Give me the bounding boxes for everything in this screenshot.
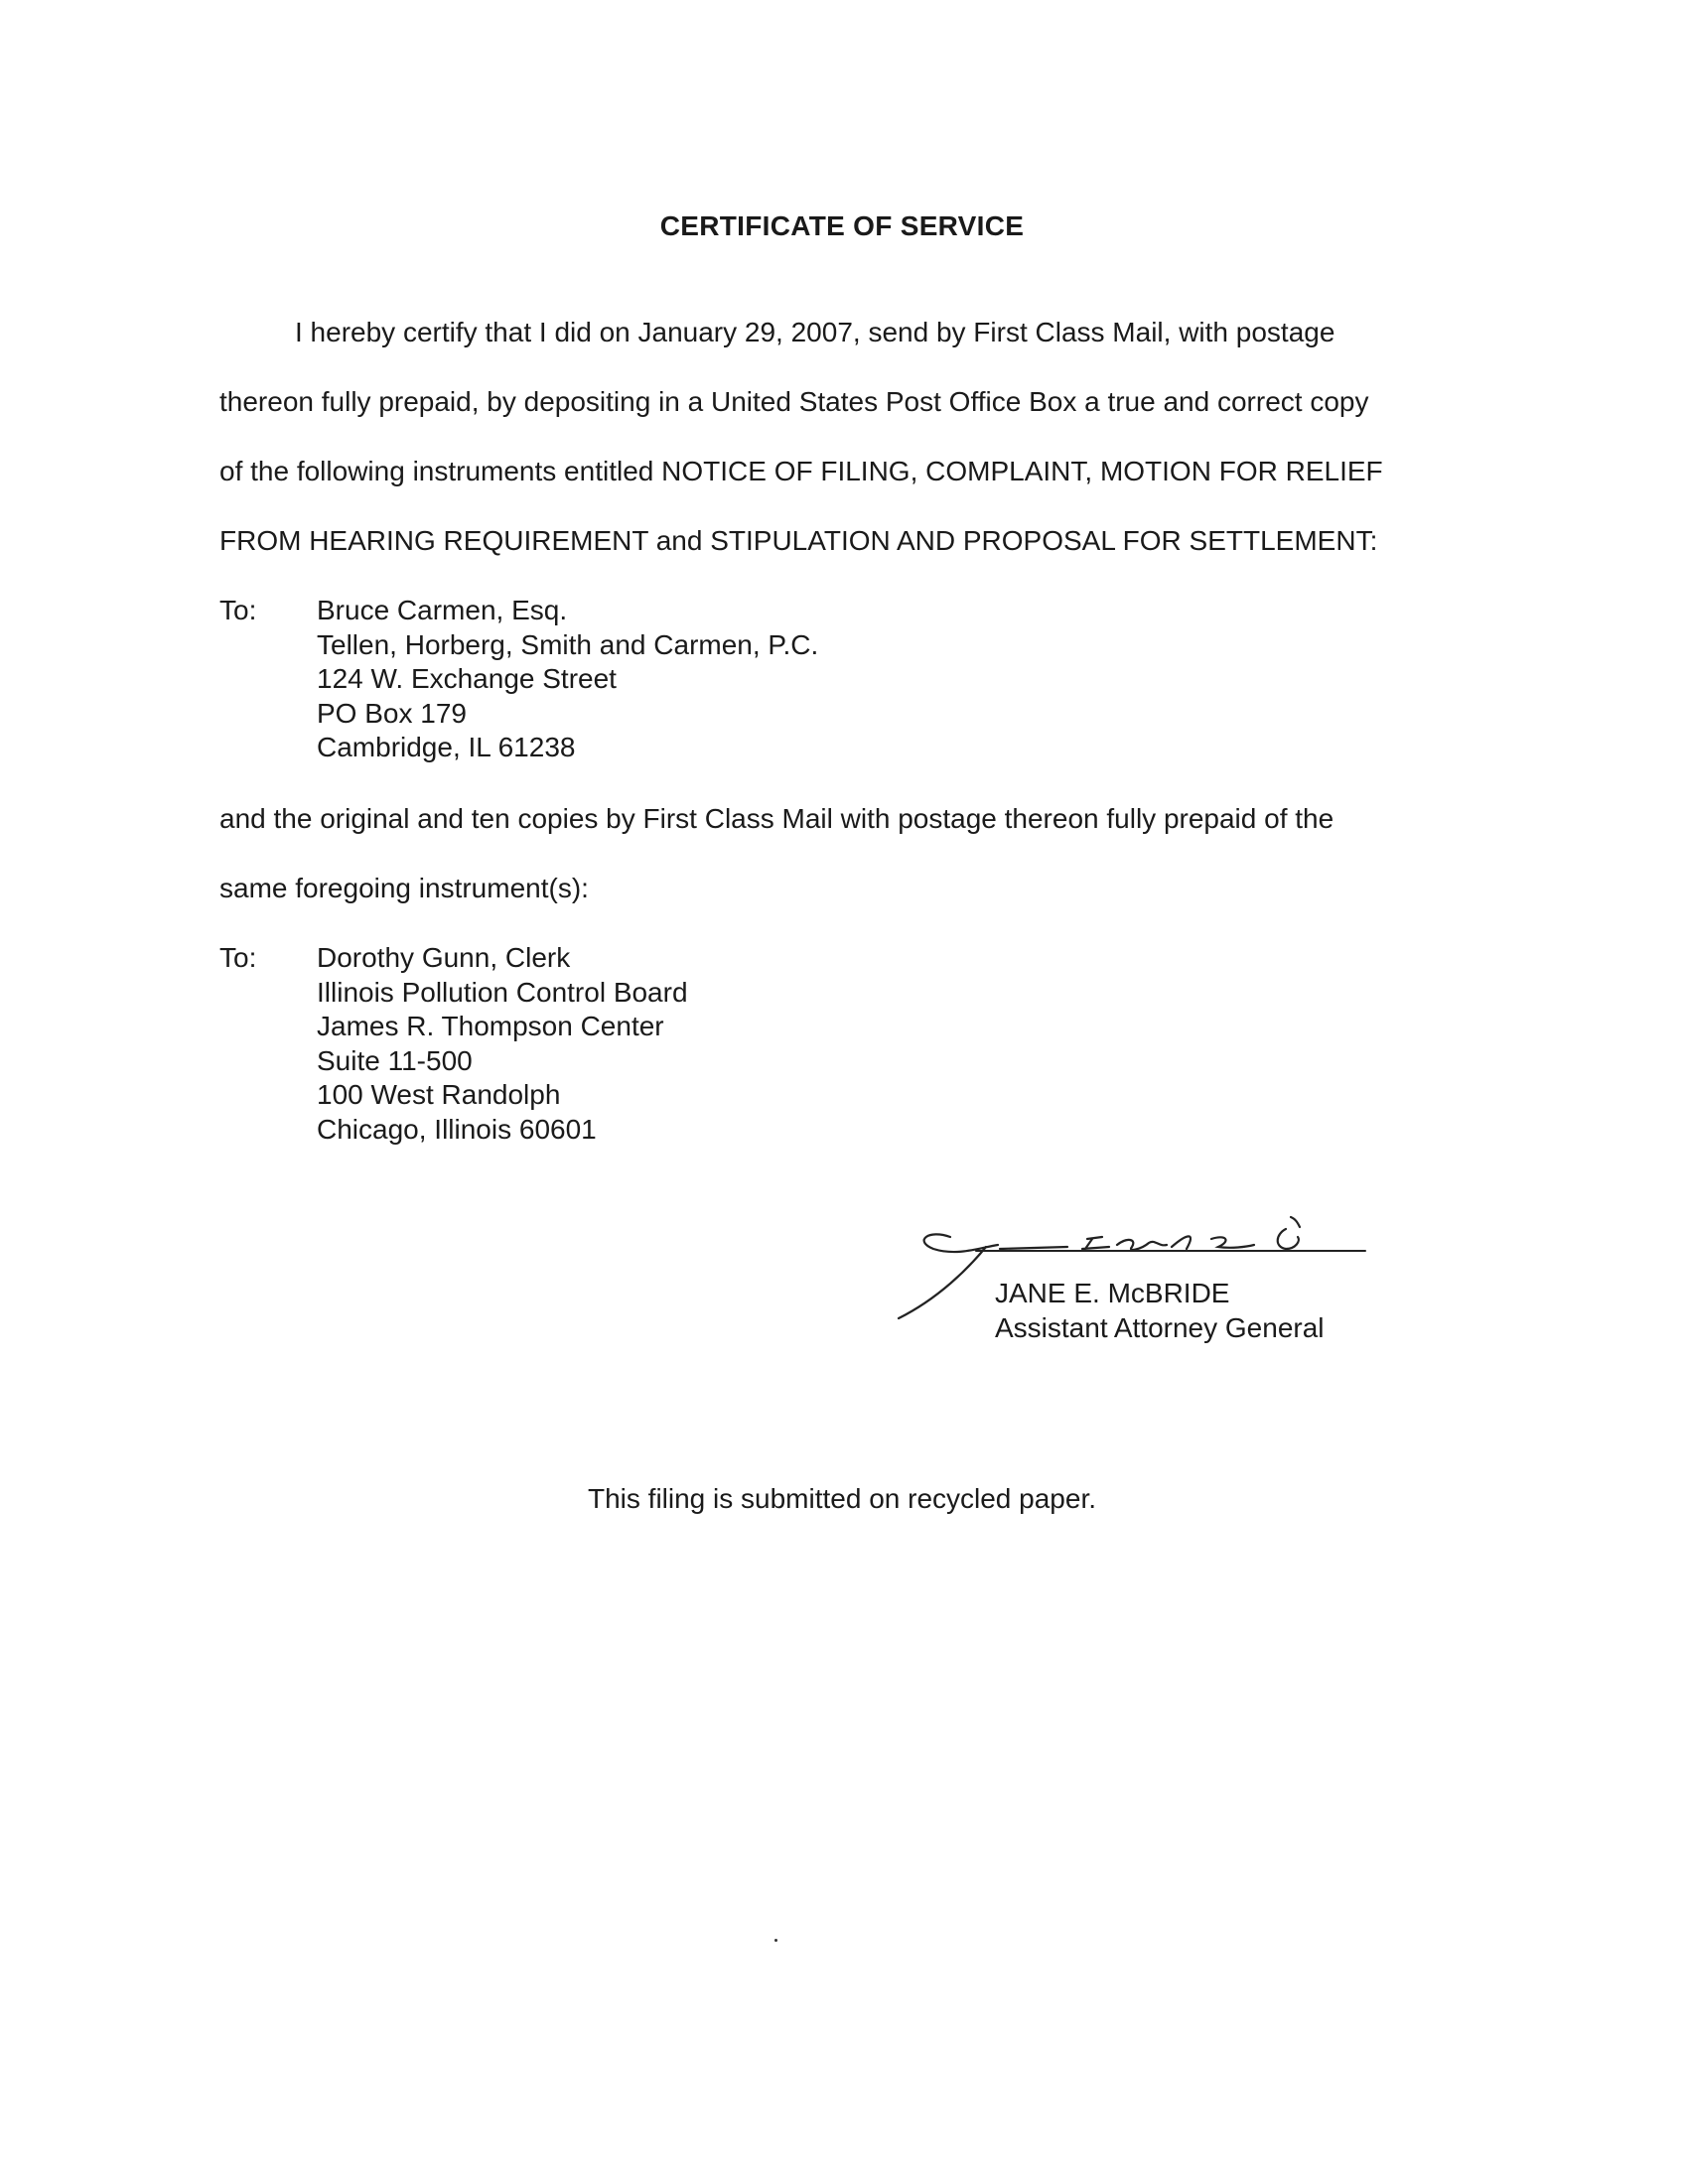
recycled-paper-note: This filing is submitted on recycled paper. xyxy=(587,1483,1097,1514)
middle-line-1: and the original and ten copies by First Class Mail with postage thereon fully prepaid of the xyxy=(219,803,1334,834)
recipient-2-address xyxy=(317,941,688,1148)
signature-block xyxy=(995,1277,1325,1345)
address-line: Bruce Carmen, Esq. xyxy=(317,595,568,625)
address-line: PO Box 179 xyxy=(317,697,467,729)
recipient-1-address xyxy=(317,594,818,765)
address-line: Cambridge, IL 61238 xyxy=(317,732,576,763)
signer-title: Assistant Attorney General xyxy=(995,1311,1325,1343)
address-line: 124 W. Exchange Street xyxy=(317,663,617,695)
address-line: Chicago, Illinois 60601 xyxy=(317,1113,597,1145)
address-line: James R. Thompson Center xyxy=(317,1011,664,1042)
address-line: Illinois Pollution Control Board xyxy=(317,976,688,1008)
scan-speck xyxy=(774,1939,777,1942)
address-line: Dorothy Gunn, Clerk xyxy=(317,942,571,973)
signer-name: JANE E. McBRIDE xyxy=(995,1278,1230,1308)
address-line: 100 West Randolph xyxy=(317,1079,561,1111)
body-line-4: FROM HEARING REQUIREMENT and STIPULATION AND PROPOSAL FOR SETTLEMENT: xyxy=(219,525,1378,556)
body-line-3: of the following instruments entitled NOTICE OF FILING, COMPLAINT, MOTION FOR RELIEF xyxy=(219,456,1383,486)
middle-line-2: same foregoing instrument(s): xyxy=(219,873,589,903)
document-title: CERTIFICATE OF SERVICE xyxy=(659,210,1025,241)
recipient-2-label: To: xyxy=(219,942,257,973)
body-line-1: I hereby certify that I did on January 29, 2007, send by First Class Mail, with postage xyxy=(295,317,1335,347)
recipient-1-label: To: xyxy=(219,595,257,625)
address-line: Suite 11-500 xyxy=(317,1044,473,1076)
address-line: Tellen, Horberg, Smith and Carmen, P.C. xyxy=(317,628,819,660)
body-line-2: thereon fully prepaid, by depositing in a United States Post Office Box a true and correct copy xyxy=(219,386,1369,417)
